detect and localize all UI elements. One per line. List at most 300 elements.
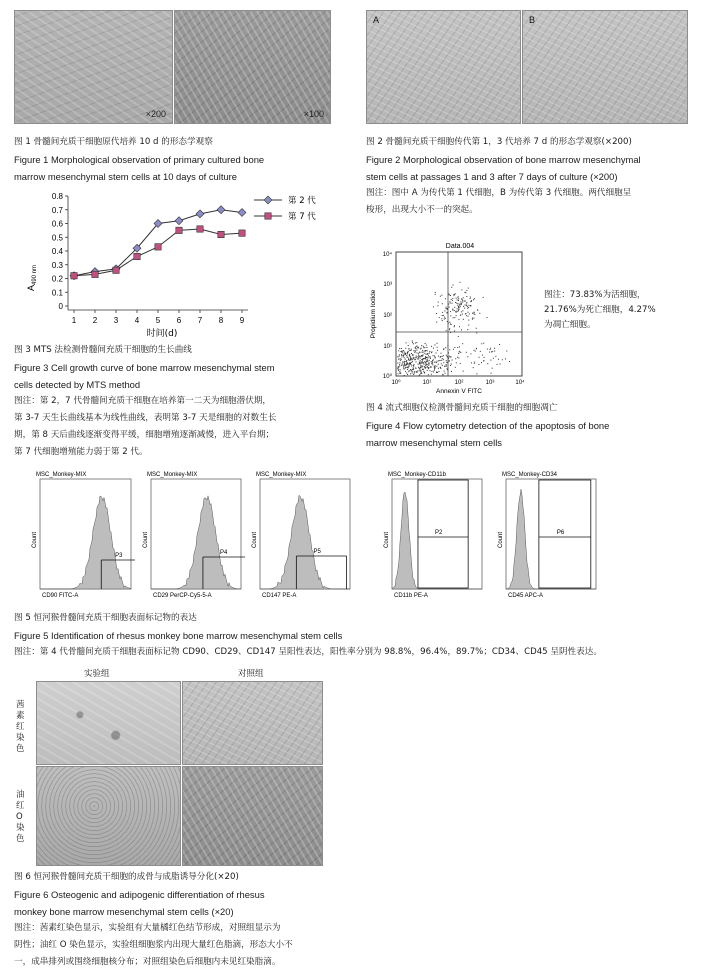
dot-event (412, 359, 413, 360)
dot-event (418, 354, 419, 355)
dot-event (447, 345, 448, 346)
dot-event (451, 287, 452, 288)
dot-event (441, 363, 442, 364)
dot-event (413, 350, 414, 351)
dot-event (415, 343, 416, 344)
dot-event (427, 366, 428, 367)
dot-event (427, 367, 428, 368)
dot-event (443, 348, 444, 349)
dot-event (440, 356, 441, 357)
dot-event (446, 330, 447, 331)
dot-event (470, 306, 471, 307)
y-tick-0: 10⁰ (382, 374, 392, 380)
dot-event (416, 348, 417, 349)
dot-event (438, 368, 439, 369)
dot-event (466, 303, 467, 304)
chart-series (70, 206, 246, 280)
dot-event (490, 348, 491, 349)
dot-event (458, 306, 459, 307)
dot-event (478, 364, 479, 365)
dot-event (430, 358, 431, 359)
dot-event (428, 364, 429, 365)
dot-event (407, 357, 408, 358)
dot-event (434, 367, 435, 368)
dot-event (404, 363, 405, 364)
histogram-gate-label: P6 (556, 530, 565, 536)
dot-event (450, 311, 451, 312)
dot-event (433, 371, 434, 372)
dot-event (407, 367, 408, 368)
dot-event (458, 310, 459, 311)
dot-event (430, 357, 431, 358)
dot-event (409, 350, 410, 351)
dot-event (431, 346, 432, 347)
series-2-point (92, 271, 98, 277)
dot-event (402, 352, 403, 353)
dot-event (437, 347, 438, 348)
dot-event (473, 313, 474, 314)
dot-event (404, 362, 405, 363)
dot-event (438, 364, 439, 365)
x-tick-3: 10³ (485, 380, 495, 386)
fig3-note-4: 第 7 代细胞增殖能力弱于第 2 代。 (14, 447, 148, 457)
dot-event (443, 359, 444, 360)
y-tick-1: 10¹ (383, 344, 392, 350)
dot-plot-ylabel: Propidium Iodide (370, 289, 377, 339)
dot-event (458, 353, 459, 354)
dot-event (423, 371, 424, 372)
y-tick-2: 10² (383, 313, 392, 319)
chart-y-tick-label: 0.3 (51, 260, 63, 270)
dot-event (459, 351, 460, 352)
dot-event (483, 297, 484, 298)
dot-event (420, 358, 421, 359)
dot-event (481, 362, 482, 363)
fig2-note-1: 图注：图中 A 为传代第 1 代细胞，B 为传代第 3 代细胞。两代细胞呈 (366, 188, 632, 198)
fig3-note-1: 图注：第 2，7 代骨髓间充质干细胞在培养第一二天为细胞潜伏期， (14, 396, 272, 406)
fig6-note-1: 图注：茜素红染色显示，实验组有大量橘红色结节形成，对照组显示为 (14, 923, 281, 933)
dot-event (447, 321, 448, 322)
chart-x-axis-label: 时间(d) (146, 329, 178, 339)
dot-event (473, 318, 474, 319)
dot-event (413, 367, 414, 368)
dot-event (401, 351, 402, 352)
dot-event (462, 343, 463, 344)
dot-event (410, 357, 411, 358)
dot-event (450, 303, 451, 304)
dot-event (468, 325, 469, 326)
dot-event (424, 353, 425, 354)
dot-event (452, 310, 453, 311)
dot-event (407, 352, 408, 353)
dot-event (448, 294, 449, 295)
histogram-ylabel: Count (384, 531, 390, 549)
dot-event (475, 351, 476, 352)
dot-event (442, 358, 443, 359)
dot-event (400, 369, 401, 370)
dot-event (490, 360, 491, 361)
dot-event (419, 363, 420, 364)
dot-event (450, 315, 451, 316)
dot-event (446, 364, 447, 365)
dot-event (479, 313, 480, 314)
dot-event (441, 318, 442, 319)
fig6-note-2: 阴性；油红 O 染色显示，实验组细胞浆内出现大量红色脂滴，形态大小不 (14, 940, 293, 950)
dot-event (448, 304, 449, 305)
dot-event (466, 305, 467, 306)
fig6-alizarin-ctrl (182, 681, 323, 765)
dot-event (415, 347, 416, 348)
dot-event (420, 371, 421, 372)
dot-event (422, 350, 423, 351)
dot-event (452, 309, 453, 310)
dot-plot-frame (396, 252, 522, 376)
dot-plot-title: Data.004 (445, 243, 475, 250)
dot-event (456, 298, 457, 299)
dot-event (403, 364, 404, 365)
dot-event (440, 367, 441, 368)
dot-event (412, 372, 413, 373)
chart-y-tick-label: 0.6 (51, 219, 63, 229)
dot-event (466, 290, 467, 291)
dot-event (449, 307, 450, 308)
dot-event (435, 362, 436, 363)
dot-event (454, 310, 455, 311)
dot-event (398, 373, 399, 374)
dot-event (420, 370, 421, 371)
dot-event (410, 373, 411, 374)
dot-event (434, 362, 435, 363)
dot-event (405, 348, 406, 349)
dot-event (498, 359, 499, 360)
dot-plot-xlabel: Annexin V FITC (436, 388, 482, 395)
legend-label-2: 第 7 代 (288, 212, 316, 222)
dot-event (399, 356, 400, 357)
fig2-caption-zh: 图 2 骨髓间充质干细胞传代第 1，3 代培养 7 d 的形态学观察(×200) (366, 137, 632, 147)
dot-event (405, 361, 406, 362)
dot-event (436, 313, 437, 314)
dot-event (411, 349, 412, 350)
dot-event (411, 364, 412, 365)
chart-x-tick-label: 1 (71, 316, 77, 325)
dot-event (408, 345, 409, 346)
dot-event (417, 356, 418, 357)
dot-event (428, 365, 429, 366)
dot-event (403, 356, 404, 357)
dot-event (470, 297, 471, 298)
dot-event (426, 350, 427, 351)
dot-event (464, 301, 465, 302)
dot-event (408, 359, 409, 360)
dot-event (413, 343, 414, 344)
dot-event (483, 360, 484, 361)
dot-event (469, 313, 470, 314)
chart-x-tick-label: 3 (113, 316, 119, 325)
dot-event (401, 365, 402, 366)
series-1-point (238, 209, 246, 217)
histogram-panel-4 (382, 470, 486, 600)
dot-event (428, 367, 429, 368)
fig3-note-3: 期，第 8 天后曲线逐渐变得平缓，细胞增殖逐渐减慢，进入平台期； (14, 430, 275, 440)
dot-event (456, 311, 457, 312)
dot-event (487, 349, 488, 350)
dot-event (424, 364, 425, 365)
dot-event (403, 368, 404, 369)
y-tick-3: 10³ (383, 282, 392, 288)
dot-event (457, 357, 458, 358)
fig5-note: 图注：第 4 代骨髓间充质干细胞表面标记物 CD90、CD29、CD147 呈阳性表达，阳性率分别为 98.8%，96.4%，89.7%；CD34、CD45 呈阴性表达。 (14, 647, 602, 657)
dot-event (411, 365, 412, 366)
dot-event (435, 358, 436, 359)
dot-event (415, 367, 416, 368)
dot-event (419, 374, 420, 375)
dot-event (433, 359, 434, 360)
dot-event (407, 374, 408, 375)
dot-event (445, 347, 446, 348)
histogram-title: MSC_Monkey-MIX (36, 472, 87, 478)
dot-event (449, 349, 450, 350)
histogram-gate-label: P3 (115, 553, 123, 559)
fig4-note-1: 图注：73.83%为活细胞， (544, 290, 646, 300)
dot-event (416, 342, 417, 343)
dot-event (424, 351, 425, 352)
dot-event (461, 298, 462, 299)
dot-event (476, 328, 477, 329)
dot-event (462, 310, 463, 311)
dot-event (443, 315, 444, 316)
dot-event (468, 316, 469, 317)
fig4-caption-en-1: Figure 4 Flow cytometry detection of the apoptosis of bone (366, 420, 610, 431)
dot-event (416, 357, 417, 358)
dot-event (411, 353, 412, 354)
fig6-caption-en-1: Figure 6 Osteogenic and adipogenic differentiation of rhesus (14, 889, 265, 900)
dot-event (490, 349, 491, 350)
fig6-note-3: 一，成串排列或围绕细胞核分布；对照组染色后细胞内未见红染脂滴。 (14, 957, 281, 967)
dot-event (442, 312, 443, 313)
dot-event (434, 366, 435, 367)
dot-event (460, 301, 461, 302)
dot-event (477, 309, 478, 310)
histogram-gate-label: P2 (435, 530, 443, 536)
dot-event (460, 315, 461, 316)
dot-event (448, 352, 449, 353)
dot-event (427, 360, 428, 361)
dot-event (447, 369, 448, 370)
dot-event (442, 374, 443, 375)
dot-event (458, 298, 459, 299)
dot-event (398, 359, 399, 360)
fig6-col-exp: 实验组 (84, 669, 110, 679)
dot-event (405, 342, 406, 343)
series-2-point (134, 253, 140, 259)
dot-event (457, 308, 458, 309)
fig4-caption (366, 400, 696, 451)
fig4-note-2: 21.76%为死亡细胞，4.27% (544, 305, 656, 315)
dot-event (446, 312, 447, 313)
dot-event (401, 348, 402, 349)
chart-y-tick-label: 0.7 (51, 205, 63, 215)
dot-event (452, 298, 453, 299)
dot-event (409, 370, 410, 371)
dot-event (449, 322, 450, 323)
x-tick-2: 10² (454, 380, 464, 386)
dot-event (461, 303, 462, 304)
dot-event (476, 332, 477, 333)
dot-event (423, 358, 424, 359)
dot-event (474, 298, 475, 299)
dot-event (457, 305, 458, 306)
chart-axes (52, 192, 248, 325)
dot-event (446, 365, 447, 366)
dot-event (465, 292, 466, 293)
histogram-title: MSC_Monkey-CD11b (388, 472, 446, 478)
dot-event (423, 347, 424, 348)
dot-event (468, 288, 469, 289)
fig3-caption-zh: 图 3 MTS 法检测骨髓间充质干细胞的生长曲线 (14, 345, 192, 355)
dot-event (400, 358, 401, 359)
dot-event (437, 343, 438, 344)
dot-event (422, 361, 423, 362)
dot-event (428, 368, 429, 369)
dot-event (404, 352, 405, 353)
dot-event (402, 363, 403, 364)
dot-event (415, 361, 416, 362)
dot-event (470, 298, 471, 299)
dot-event (464, 292, 465, 293)
fig1-caption (14, 134, 344, 185)
histogram-xlabel: CD45 APC-A (508, 593, 544, 599)
dot-event (411, 362, 412, 363)
dot-event (473, 367, 474, 368)
dot-event (423, 369, 424, 370)
dot-event (481, 343, 482, 344)
fig6-caption (14, 869, 349, 971)
dot-event (458, 336, 459, 337)
dot-event (480, 351, 481, 352)
dot-event (414, 359, 415, 360)
dot-event (454, 326, 455, 327)
dot-event (470, 353, 471, 354)
dot-event (453, 294, 454, 295)
dot-event (474, 314, 475, 315)
dot-event (420, 373, 421, 374)
dot-event (426, 347, 427, 348)
dot-event (431, 361, 432, 362)
histogram-xlabel: CD29 PerCP-Cy5-5-A (153, 593, 212, 599)
dot-event (448, 357, 449, 358)
dot-event (495, 356, 496, 357)
dot-event (442, 365, 443, 366)
series-2-point (218, 231, 224, 237)
fig1-photo-right (174, 10, 331, 124)
dot-event (405, 353, 406, 354)
series-2-point (197, 226, 203, 232)
dot-event (435, 292, 436, 293)
fig1-caption-zh: 图 1 骨髓间充质干细胞原代培养 10 d 的形态学观察 (14, 137, 213, 147)
dot-event (412, 361, 413, 362)
dot-event (408, 351, 409, 352)
dot-event (468, 307, 469, 308)
fig2-caption-en-1: Figure 2 Morphological observation of bone marrow mesenchymal (366, 154, 641, 165)
dot-event (417, 347, 418, 348)
dot-event (416, 352, 417, 353)
dot-event (462, 302, 463, 303)
dot-event (472, 313, 473, 314)
x-tick-4: 10⁴ (515, 380, 525, 386)
dot-event (493, 358, 494, 359)
dot-event (407, 369, 408, 370)
dot-event (426, 364, 427, 365)
fig4-caption-zh: 图 4 流式细胞仪检测骨髓间充质干细胞的细胞凋亡 (366, 403, 558, 413)
dot-event (494, 348, 495, 349)
dot-event (440, 296, 441, 297)
dot-event (435, 367, 436, 368)
dot-event (454, 325, 455, 326)
dot-event (484, 357, 485, 358)
series-1-point (217, 206, 225, 214)
fig6-caption-zh: 图 6 恒河猴骨髓间充质干细胞的成骨与成脂诱导分化(×20) (14, 872, 239, 882)
dot-event (450, 295, 451, 296)
dot-event (420, 360, 421, 361)
chart-y-tick-label: 0.5 (51, 233, 63, 243)
dot-event (462, 300, 463, 301)
dot-event (432, 364, 433, 365)
dot-event (444, 373, 445, 374)
fig2-photo-a (366, 10, 521, 124)
dot-event (422, 363, 423, 364)
dot-event (473, 299, 474, 300)
dot-event (398, 370, 399, 371)
dot-event (448, 358, 449, 359)
dot-event (403, 350, 404, 351)
dot-event (436, 322, 437, 323)
dot-event (439, 317, 440, 318)
dot-event (452, 285, 453, 286)
dot-event (408, 358, 409, 359)
series-2-point (176, 227, 182, 233)
dot-event (405, 359, 406, 360)
dot-event (437, 350, 438, 351)
dot-event (406, 355, 407, 356)
dot-event (465, 313, 466, 314)
dot-event (397, 367, 398, 368)
dot-event (448, 323, 449, 324)
dot-event (449, 361, 450, 362)
dot-event (419, 352, 420, 353)
dot-event (413, 365, 414, 366)
dot-event (416, 350, 417, 351)
dot-event (444, 316, 445, 317)
dot-event (404, 375, 405, 376)
dot-event (397, 363, 398, 364)
dot-event (428, 353, 429, 354)
chart-x-tick-label: 7 (197, 316, 203, 325)
chart-y-tick-label: 0.1 (51, 288, 63, 298)
dot-event (459, 304, 460, 305)
dot-event (458, 300, 459, 301)
dot-event (414, 373, 415, 374)
dot-event (502, 359, 503, 360)
dot-event (434, 370, 435, 371)
dot-event (417, 358, 418, 359)
dot-event (491, 373, 492, 374)
dot-event (412, 371, 413, 372)
dot-event (399, 371, 400, 372)
dot-event (440, 360, 441, 361)
dot-event (405, 354, 406, 355)
dot-event (449, 328, 450, 329)
fig5-caption-en: Figure 5 Identification of rhesus monkey bone marrow mesenchymal stem cells (14, 630, 343, 641)
